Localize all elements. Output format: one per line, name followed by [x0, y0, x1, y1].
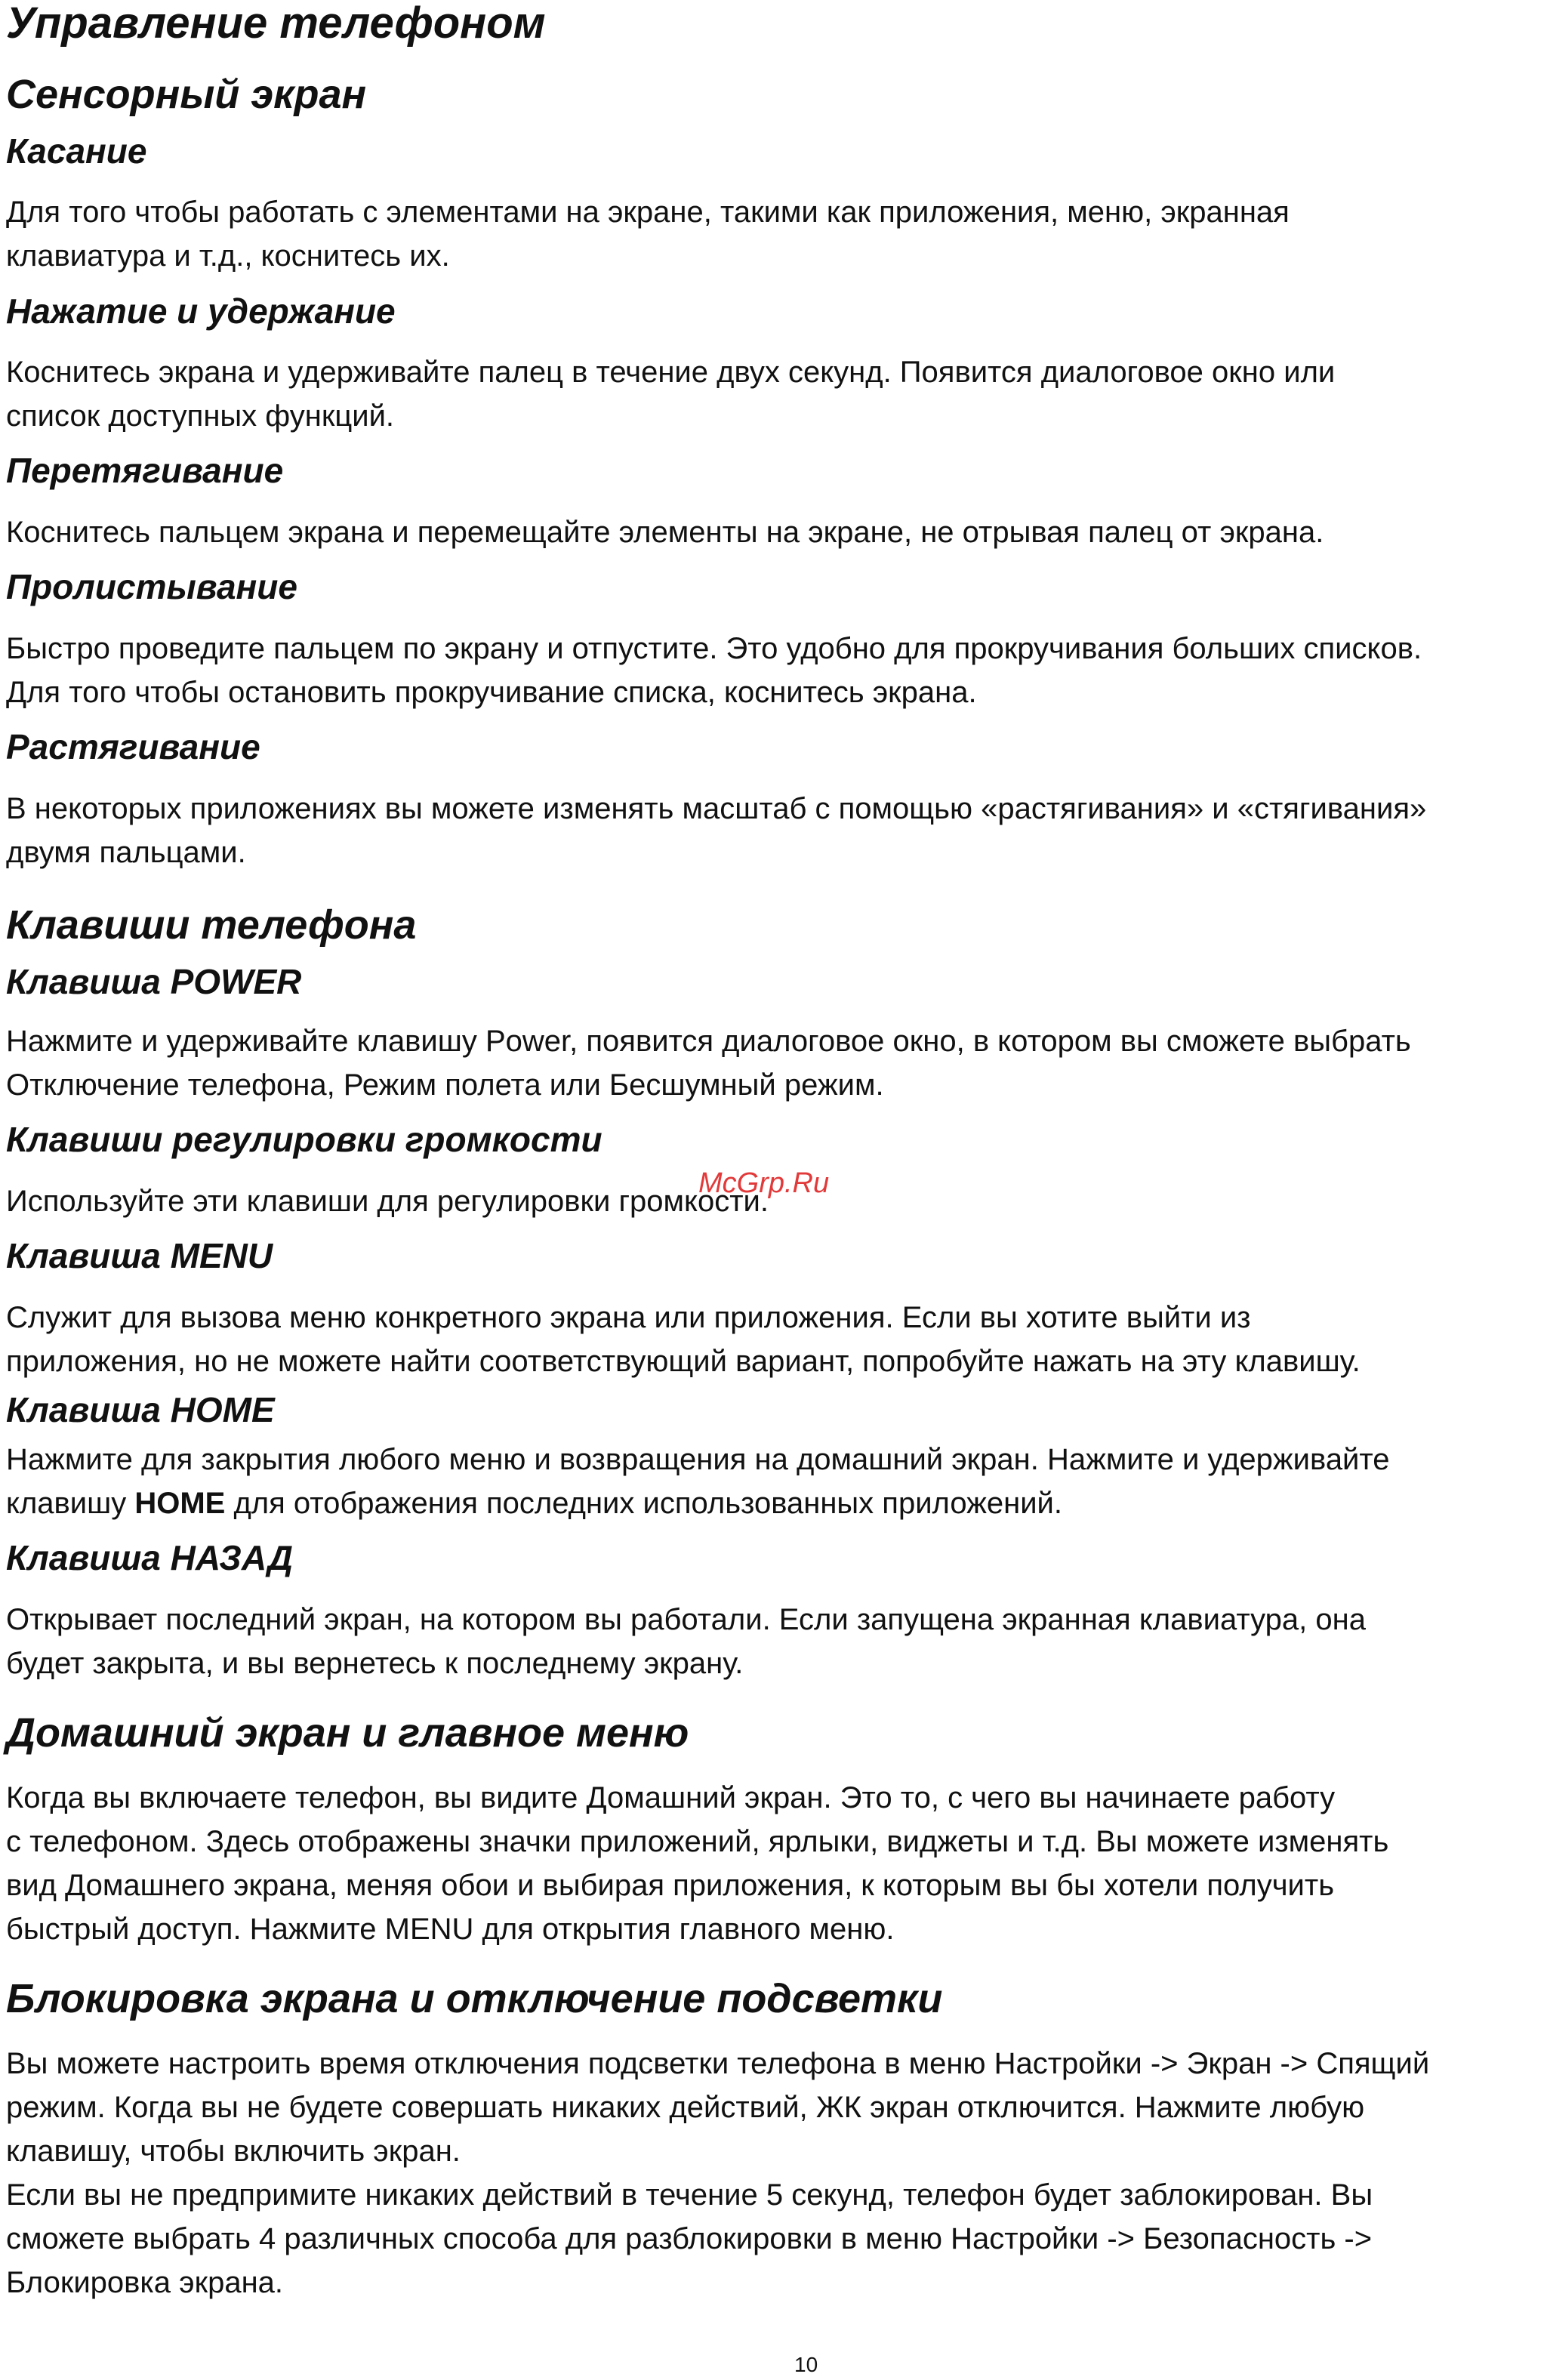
home-key-text-bold: HOME	[134, 1487, 226, 1520]
home-screen-heading: Домашний экран и главное меню	[6, 1710, 689, 1756]
tap-text-line-1: Для того чтобы работать с элементами на экране, такими как приложения, меню, экранная	[6, 196, 1290, 229]
page-number: 10	[794, 2353, 818, 2376]
home-screen-text-line-2: с телефоном. Здесь отображены значки приложений, ярлыки, виджеты и т.д. Вы можете изменять	[6, 1825, 1389, 1858]
menu-key-heading: Клавиша MENU	[6, 1236, 273, 1275]
page-title: Управление телефоном	[6, 0, 546, 48]
phone-keys-heading: Клавиши телефона	[6, 902, 417, 948]
home-key-text-line-2	[6, 1481, 1062, 1525]
lock-screen-heading: Блокировка экрана и отключение подсветки	[6, 1976, 943, 2021]
power-key-text-line-1: Нажмите и удерживайте клавишу Power, появится диалоговое окно, в котором вы сможете выбрать	[6, 1025, 1411, 1058]
home-key-text-c: для отображения последних использованных приложений.	[225, 1487, 1063, 1520]
lock-screen-text-line-4: Если вы не предпримите никаких действий в течение 5 секунд, телефон будет заблокирован. Вы	[6, 2178, 1373, 2212]
power-key-text-line-2: Отключение телефона, Режим полета или Бесшумный режим.	[6, 1068, 884, 1102]
pinch-heading: Растягивание	[6, 727, 260, 766]
drag-text-line-1: Коснитесь пальцем экрана и перемещайте элементы на экране, не отрывая палец от экрана.	[6, 516, 1324, 549]
swipe-heading: Пролистывание	[6, 567, 297, 606]
home-screen-text-line-4: быстрый доступ. Нажмите MENU для открытия главного меню.	[6, 1913, 895, 1946]
menu-key-text-line-1: Служит для вызова меню конкретного экрана или приложения. Если вы хотите выйти из	[6, 1301, 1251, 1334]
volume-keys-text: Используйте эти клавиши для регулировки громкости.	[6, 1185, 769, 1218]
touch-screen-heading: Сенсорный экран	[6, 72, 367, 117]
swipe-text-line-1: Быстро проведите пальцем по экрану и отпустите. Это удобно для прокручивания больших списков.	[6, 632, 1422, 665]
pinch-text-line-2: двумя пальцами.	[6, 836, 246, 869]
home-key-heading: Клавиша HOME	[6, 1390, 275, 1429]
home-screen-text-line-3: вид Домашнего экрана, меняя обои и выбирая приложения, к которым вы бы хотели получить	[6, 1869, 1335, 1902]
hold-heading: Нажатие и удержание	[6, 291, 396, 331]
hold-text-line-1: Коснитесь экрана и удерживайте палец в течение двух секунд. Появится диалоговое окно или	[6, 356, 1336, 389]
lock-screen-text-line-6: Блокировка экрана.	[6, 2266, 284, 2299]
drag-heading: Перетягивание	[6, 451, 284, 490]
volume-keys-heading: Клавиши регулировки громкости	[6, 1120, 602, 1159]
power-key-heading: Клавиша POWER	[6, 962, 302, 1001]
tap-text-line-2: клавиатура и т.д., коснитесь их.	[6, 239, 450, 273]
back-key-heading: Клавиша НАЗАД	[6, 1538, 294, 1577]
hold-text-line-2: список доступных функций.	[6, 399, 395, 433]
lock-screen-text-line-1: Вы можете настроить время отключения подсветки телефона в меню Настройки -> Экран -> Спящий	[6, 2047, 1430, 2080]
menu-key-text-line-2: приложения, но не можете найти соответствующий вариант, попробуйте нажать на эту клавишу.	[6, 1345, 1361, 1378]
watermark: McGrp.Ru	[698, 1167, 830, 1199]
swipe-text-line-2: Для того чтобы остановить прокручивание списка, коснитесь экрана.	[6, 676, 977, 709]
home-key-text-line-1: Нажмите для закрытия любого меню и возвращения на домашний экран. Нажмите и удерживайте	[6, 1443, 1390, 1476]
back-key-text-line-1: Открывает последний экран, на котором вы работали. Если запущена экранная клавиатура, она	[6, 1603, 1366, 1636]
lock-screen-text-line-3: клавишу, чтобы включить экран.	[6, 2135, 461, 2168]
lock-screen-text-line-2: режим. Когда вы не будете совершать никаких действий, ЖК экран отключится. Нажмите любую	[6, 2091, 1365, 2124]
pinch-text-line-1: В некоторых приложениях вы можете изменять масштаб с помощью «растягивания» и «стягивания»	[6, 792, 1427, 825]
home-screen-text-line-1: Когда вы включаете телефон, вы видите Домашний экран. Это то, с чего вы начинаете работу	[6, 1781, 1336, 1814]
tap-heading: Касание	[6, 131, 147, 171]
lock-screen-text-line-5: сможете выбрать 4 различных способа для разблокировки в меню Настройки -> Безопасность ->	[6, 2222, 1373, 2255]
home-key-text-a: клавишу	[6, 1487, 135, 1520]
back-key-text-line-2: будет закрыта, и вы вернетесь к последнему экрану.	[6, 1647, 744, 1680]
